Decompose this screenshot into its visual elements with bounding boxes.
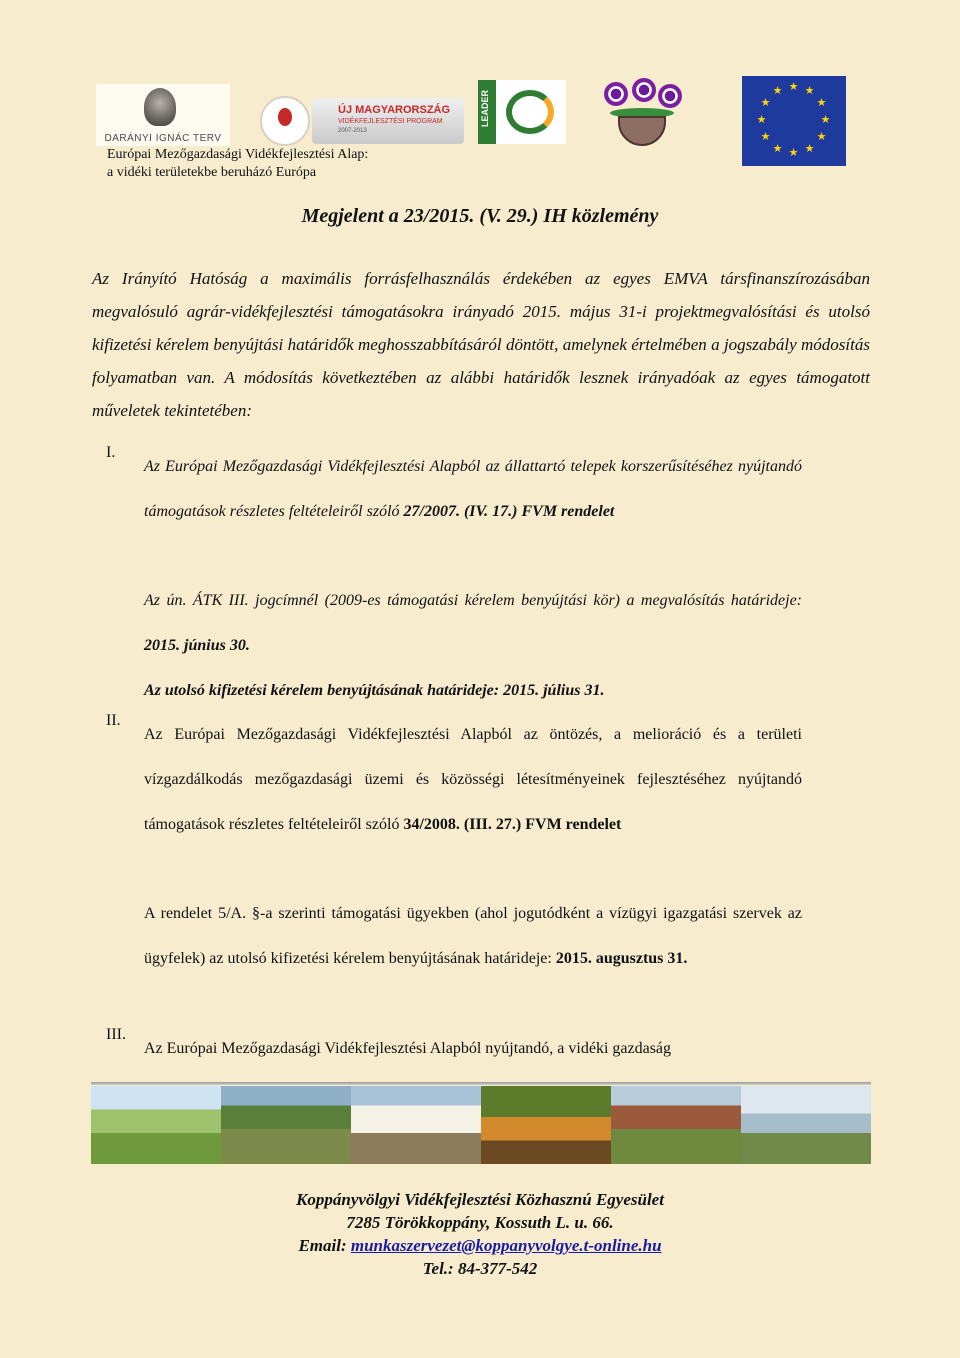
uma-subtitle: VIDÉKFEJLESZTÉSI PROGRAM bbox=[338, 118, 443, 125]
eu-star-icon: ★ bbox=[788, 147, 799, 159]
daranyi-ignac-terv-logo bbox=[96, 84, 230, 146]
page-title: Megjelent a 23/2015. (V. 29.) IH közlemény bbox=[301, 205, 659, 227]
portrait-icon bbox=[144, 88, 176, 126]
landscape-photo-strip bbox=[91, 1086, 871, 1164]
footer-contact bbox=[0, 1188, 960, 1280]
email-link[interactable]: munkaszervezet@koppanyvolgye.t-online.hu bbox=[350, 1236, 662, 1255]
leader-bar bbox=[478, 80, 496, 144]
regulation-reference: 27/2007. (IV. 17.) FVM rendelet bbox=[403, 503, 615, 520]
koppanyvolgye-flower-basket-logo bbox=[598, 78, 686, 164]
deadline-label: Az ún. ÁTK III. jogcímnél (2009-es támogatási kérelem benyújtási kör) a megvalósítás határideje: bbox=[144, 592, 802, 609]
eu-star-icon: ★ bbox=[820, 114, 831, 126]
deadline-date: 2015. augusztus 31. bbox=[555, 950, 688, 967]
leader-logo bbox=[478, 80, 566, 144]
eu-star-icon: ★ bbox=[756, 114, 767, 126]
landscape-photo bbox=[221, 1086, 351, 1164]
section-2-text: Az Európai Mezőgazdasági Vidékfejlesztési Alapból az öntözés, a melioráció és a területi vízgazdálkodás mezőgazdasági üzemi és közösségi létesítményeinek fejlesztéséhez nyújtandó támogatások részletes feltételeiről szóló bbox=[144, 726, 802, 833]
leader-emblem-icon bbox=[506, 90, 554, 134]
landscape-photo bbox=[741, 1086, 871, 1164]
eu-star-icon: ★ bbox=[772, 85, 783, 97]
daranyi-logo-text: DARÁNYI IGNÁC TERV bbox=[104, 133, 222, 144]
section-1-text: Az Európai Mezőgazdasági Vidékfejlesztési Alapból az állattartó telepek korszerűsítéséhez nyújtandó támogatások részletes feltételeiről szóló bbox=[144, 458, 802, 520]
landscape-photo bbox=[351, 1086, 481, 1164]
rose-emblem-icon bbox=[260, 96, 310, 146]
landscape-photo bbox=[91, 1086, 221, 1164]
section-text: Az Európai Mezőgazdasági Vidékfejlesztési Alapból nyújtandó, a vidéki gazdaság bbox=[144, 1040, 672, 1057]
flower-icon bbox=[632, 78, 656, 102]
deadline-label: A rendelet 5/A. §-a szerinti támogatási ügyekben (ahol jogutódként a vízügyi igazgatási szervek az ügyfelek) az utolsó kifizetési kérelem benyújtásának határideje: bbox=[144, 905, 802, 967]
section-text bbox=[144, 444, 802, 534]
deadline-implementation bbox=[144, 578, 802, 668]
landscape-photo bbox=[481, 1086, 611, 1164]
footer-org-name: Koppányvölgyi Vidékfejlesztési Közhasznú Egyesület bbox=[296, 1190, 664, 1209]
email-label: Email: bbox=[298, 1236, 347, 1255]
footer-phone: Tel.: 84-377-542 bbox=[422, 1259, 538, 1278]
eu-flag-logo bbox=[742, 76, 846, 166]
deadline-payment-claim bbox=[144, 891, 802, 981]
regulation-reference: 34/2008. (III. 27.) FVM rendelet bbox=[403, 816, 622, 833]
section-number: I. bbox=[106, 444, 116, 461]
fund-name-line-2: a vidéki területekbe beruházó Európa bbox=[107, 165, 317, 180]
flower-icon bbox=[658, 84, 682, 108]
eu-star-icon: ★ bbox=[772, 143, 783, 155]
fund-name-line-1: Európai Mezőgazdasági Vidékfejlesztési Alap: bbox=[107, 147, 369, 162]
uma-title: ÚJ MAGYARORSZÁG bbox=[338, 104, 451, 116]
deadline-payment-claim bbox=[144, 668, 802, 713]
uma-banner bbox=[312, 98, 464, 144]
section-text bbox=[144, 712, 802, 847]
uj-magyarorszag-logo bbox=[260, 96, 466, 146]
flower-icon bbox=[604, 82, 628, 106]
deadline-date: 2015. július 31. bbox=[503, 682, 605, 699]
leader-text: LEADER bbox=[480, 90, 490, 128]
footer-address: 7285 Törökkoppány, Kossuth L. u. 66. bbox=[346, 1213, 614, 1232]
section-number: II. bbox=[106, 712, 121, 729]
basket-icon bbox=[618, 116, 666, 146]
deadline-label: Az utolsó kifizetési kérelem benyújtásának határideje: bbox=[144, 682, 500, 699]
eu-star-icon: ★ bbox=[816, 97, 827, 109]
footer-divider bbox=[91, 1082, 871, 1085]
intro-paragraph: Az Irányító Hatóság a maximális forrásfelhasználás érdekében az egyes EMVA társfinanszírozásában megvalósuló agrár-vidékfejlesztési támogatásokra irányadó 2015. május 31-i projektmegvalósítási és utolsó kifizetési kérelem benyújtási határidők meghosszabbításáról döntött, amelynek értelmében a jogszabály módosítás folyamatban van. A módosítás következtében az alábbi határidők lesznek irányadóak az egyes támogatott műveletek tekintetében: bbox=[92, 269, 870, 420]
section-number: III. bbox=[106, 1026, 126, 1043]
eu-star-icon: ★ bbox=[816, 131, 827, 143]
eu-star-icon: ★ bbox=[760, 97, 771, 109]
eu-star-icon: ★ bbox=[804, 85, 815, 97]
eu-star-icon: ★ bbox=[760, 131, 771, 143]
deadline-date: 2015. június 30. bbox=[144, 637, 250, 654]
eu-star-icon: ★ bbox=[804, 143, 815, 155]
eu-star-icon: ★ bbox=[788, 81, 799, 93]
footer-email-line bbox=[0, 1234, 960, 1257]
landscape-photo bbox=[611, 1086, 741, 1164]
uma-years: 2007-2013 bbox=[338, 128, 367, 134]
